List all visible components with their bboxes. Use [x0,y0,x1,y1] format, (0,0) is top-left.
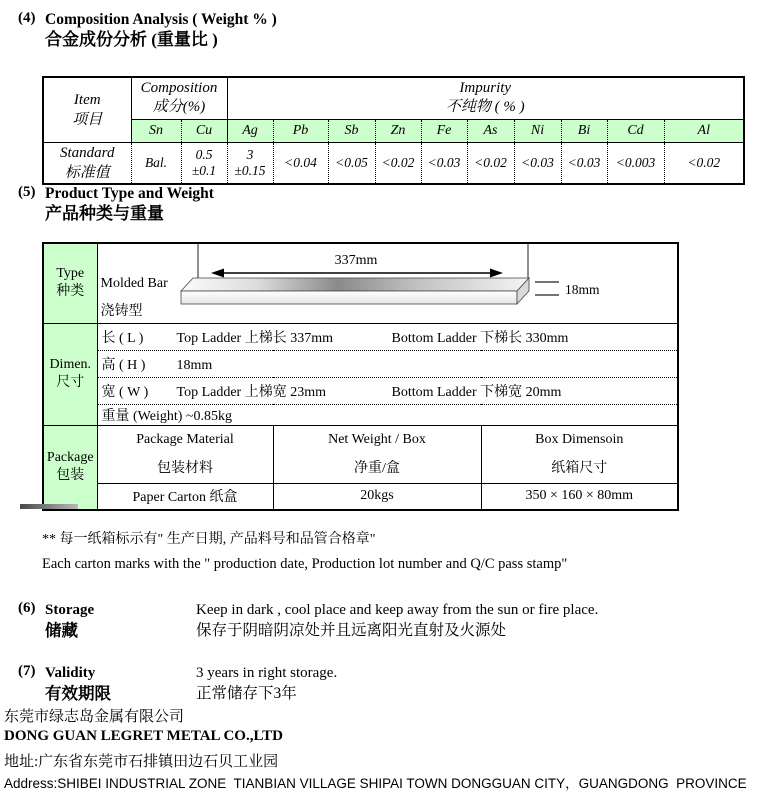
section5-number: (5) [18,184,36,200]
element-header-cd: Cd [607,119,664,142]
weight-value: 重量 (Weight) ~0.85kg [101,408,232,424]
section4-title-en: Composition Analysis ( Weight % ) [45,11,277,28]
storage-title-zh: 储藏 [45,621,78,640]
type-label-zh: 种类 [56,284,85,300]
element-header-sb: Sb [328,119,375,142]
storage-title-en: Storage [45,602,95,618]
package-header-row [43,425,678,483]
composition-header-cell [131,77,227,119]
arrowhead-right [490,269,503,278]
type-content-cell [97,243,678,323]
box-dimension-value: 350 × 160 × 80mm [481,483,678,510]
dim-bottom-ladder: Bottom Ladder 下梯长 330mm [391,330,569,346]
element-header-zn: Zn [375,119,421,142]
type-row [43,243,678,323]
impurity-header-cell [227,77,744,119]
section5-title-zh: 产品种类与重量 [45,204,164,223]
box-dimension-header: Box Dimensoin 纸箱尺寸 [481,425,678,483]
carton-footnote-en: Each carton marks with the " production date, Production lot number and Q/C pass stamp" [42,556,568,572]
element-header-ag: Ag [227,119,273,142]
dim-name: 长 ( L ) [101,330,144,346]
bar-diagram [98,244,677,324]
standard-value-fe: <0.03 [421,142,467,184]
section5-heading [18,184,214,225]
bar-top-face [181,278,529,291]
standard-value-pb: <0.04 [273,142,328,184]
molded-bar-label: Molded Bar [100,276,168,291]
molded-bar-label-zh: 浇铸型 [100,304,143,319]
validity-title-en: Validity [45,665,96,681]
section4-title-zh: 合金成份分析 (重量比 ) [45,30,218,49]
standard-value-al: <0.02 [664,142,744,184]
section4-heading [18,10,277,51]
type-label-cell [43,243,97,323]
dimension-row-weight [43,404,678,425]
dimension-row-height [43,350,678,377]
element-header-ni: Ni [514,119,561,142]
dim-top-ladder: Top Ladder 上梯宽 23mm [176,384,326,400]
dim-top-ladder: Top Ladder 上梯长 337mm [176,330,333,346]
standard-value-zn: <0.02 [375,142,421,184]
standard-value-ag: 3 ±0.15 [227,142,273,184]
carton-footnote-zh: ** 每一纸箱标示有" 生产日期, 产品料号和品管合格章" [42,532,376,547]
arrowhead-left [211,269,224,278]
package-data-row [43,483,678,510]
element-header-pb: Pb [273,119,328,142]
dimension-label-en: Dimen. [49,357,92,372]
element-header-bi: Bi [561,119,607,142]
validity-desc-en: 3 years in right storage. [196,665,338,681]
type-label-en: Type [56,266,85,282]
dim-bottom-ladder: Bottom Ladder 下梯宽 20mm [391,384,562,400]
package-material-value: Paper Carton 纸盒 [97,483,273,510]
section6-number: (6) [18,600,36,616]
storage-desc-zh: 保存于阴暗阴凉处并且远离阳光直射及火源处 [196,622,507,639]
storage-desc-en: Keep in dark , cool place and keep away from the sun or fire place. [196,602,599,618]
dim-name: 宽 ( W ) [101,384,149,400]
validity-section [18,663,337,705]
footer-address-zh: 地址:广东省东莞市石排镇田边石贝工业园 [4,754,279,770]
element-header-as: As [467,119,514,142]
standard-label-zh: 标准值 [64,164,110,181]
storage-section [18,600,598,642]
element-header-sn: Sn [131,119,181,142]
impurity-label-en: Impurity [459,80,512,97]
standard-row-header [43,142,131,184]
package-material-header: Package Material 包装材料 [97,425,273,483]
section5-title-en: Product Type and Weight [45,185,214,202]
dimension-label-cell [43,323,97,425]
element-header-al: Al [664,119,744,142]
impurity-label-zh: 不纯物 ( % ) [445,99,525,116]
bar-front-face [181,291,517,304]
element-header-cu: Cu [181,119,227,142]
dimension-label-zh: 尺寸 [56,375,85,390]
height-dimension-label: 18mm [564,282,600,297]
length-dimension-label: 337mm [334,253,377,268]
item-header-cell [43,77,131,142]
item-label-zh: 项目 [72,111,103,128]
footer-company-en: DONG GUAN LEGRET METAL CO.,LTD [4,728,283,744]
standard-value-sn: Bal. [131,142,181,184]
package-label-cell [43,425,97,510]
section4-number: (4) [18,10,36,26]
net-weight-value: 20kgs [273,483,481,510]
composition-label-en: Composition [140,80,218,97]
standard-value-bi: <0.03 [561,142,607,184]
dimension-row-length [43,323,678,350]
composition-label-zh: 成分(%) [152,99,206,116]
dimension-row-width [43,377,678,404]
scan-artifact [20,504,78,509]
standard-value-sb: <0.05 [328,142,375,184]
footer-address-en: Address:SHIBEI INDUSTRIAL ZONE TIANBIAN VILLAGE SHIPAI TOWN DONGGUAN CITY，GUANGDONG PROVINCE [4,776,747,791]
net-weight-header: Net Weight / Box 净重/盒 [273,425,481,483]
dim-name: 高 ( H ) [101,357,146,373]
package-label-zh: 包装 [56,468,85,484]
dim-value: 18mm [176,357,213,373]
package-label-en: Package [46,450,94,466]
standard-value-cu: 0.5 ±0.1 [181,142,227,184]
standard-value-ni: <0.03 [514,142,561,184]
footer-company-zh: 东莞市绿志岛金属有限公司 [4,709,185,725]
item-label-en: Item [73,91,101,108]
section7-number: (7) [18,663,36,679]
validity-title-zh: 有效期限 [45,684,111,703]
product-table [42,242,679,511]
standard-value-cd: <0.003 [607,142,664,184]
element-header-fe: Fe [421,119,467,142]
composition-table [42,76,745,185]
standard-value-as: <0.02 [467,142,514,184]
standard-label-en: Standard [60,144,115,161]
validity-desc-zh: 正常储存下3年 [196,685,297,702]
